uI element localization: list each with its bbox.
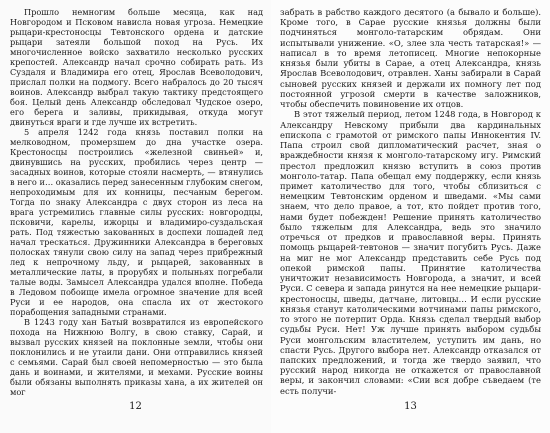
page-number-right: 13: [404, 401, 417, 412]
left-page: [0, 0, 271, 433]
right-page: [271, 0, 550, 433]
page-number-left: 12: [129, 401, 142, 412]
paragraph: Прошло немногим больше месяца, как над Новгородом и Псковом нависла новая угроза. Немецкие рыцари-крестоносцы Тевтонского ордена и датские рыцари затеяли большой поход на Русь. Их многочисленное войско захватило несколько русских крепостей. Александр начал срочно собирать рать. Из Суздаля и Владимира его отец, Ярослав Всеволодович, прислал полки на подмогу. Всего набралось до 20 тысяч воинов. Александр выбрал такую тактику предстоящего боя. Целый день Александр обследовал Чудское озеро, его берега и заливы, прикидывая, откуда могут двинуться враги и где лучше их встретить.: [10, 7, 263, 127]
left-page-text: [10, 7, 263, 397]
right-page-text: [280, 7, 541, 396]
paragraph: забрать в рабство каждого десятого (а бывало и больше). Кроме того, в Сарае русские князья должны были подчиняться монголо-татарским обрядам. Они испытывали унижение. «О, злее зла честь татарская!» — написал в то время летописец. Многие непокорные князья были убиты в Сарае, а отец Александра, князь Ярослав Всеволодович, отравлен. Ханы забирали в Сарай сыновей русских князей и держали их помногу лет под постоянной угрозой смерти в качестве заложников, чтобы обеспечить повиновение их отцов.: [280, 7, 541, 110]
paragraph: 5 апреля 1242 года князь поставил полки на мелководном, промерзшем до дна участке озера. Крестоносцы построились «железной свиньей» и, двинувшись на русских, пробились через центр — засадных воинов, которые стояли насмерть, — втянулись в него и… оказались перед занесенным глубоким снегом, непроходимым для их конницы, песчаным берегом. Тогда по знаку Александра с двух сторон из леса на врага устремились главные силы русских: новгородцы, псковичи, карелы, ижорцы и владимиро-суздальская рать. Под тяжестью закованных в доспехи лошадей лед начал трескаться. Дружинники Александра в береговых полосках тянули свою силу на запад через прибрежный лед к непрочному льду, и рыцарей, закованных в металлические латы, в прорубях и полыньях погребали талые воды. Замысел Александра удался вполне. Победа в Ледовом побоище имела огромное значение для всей Руси и ее народов, она спасла их от жестокого порабощения западными странами.: [10, 127, 263, 317]
paragraph: В 1243 году хан Батый возвратился из европейского похода на Нижнюю Волгу, в свою ставку, Сарай, и вызвал русских князей на поклонные земли, чтобы они поклонились и не утаили дани. Они отправились князей с семьями. Сарай был своей непомерностью — это была дань и воинами, и жителями, и мехами. Русские воины были обязаны выполнять приказы хана, а их жителей он мог: [10, 317, 263, 397]
paragraph: В этот тяжелый период, летом 1248 года, в Новгород к Александру Невскому прибыли два кардинальных епископа с грамотой от римского папы Иннокентия IV. Папа строил свой дипломатический расчет, зная о враждебности князя к монголо-татарскому игу. Римский престол предложил князю вступить в союз против монголо-татар. Папа обещал ему поддержку, если князь примет католичество для того, чтобы сблизиться с немецким Тевтонским орденом и шведами. «Мы сами знаем, что дело правое, а тот, кто пойдет против того, нами будет побежден! Решение принять католичество было тяжелым для Александра, ведь это значило отречься от предков и православной веры. Принять помощь рыцарей-тевтонов — значит погубить Русь. Даже на миг не мог Александр представить себе Русь под опекой римской папы. Принятие католичества уничтожит независимость Новгорода, а значит, и всей Руси. С севера и запада ринутся на нее немецкие рыцари-крестоносцы, шведы, датчане, литовцы… И если русские князья станут католическими вотчинами папы римского, то этого не потерпит Орда. Князь сделал твердый выбор судьбы Руси. Нет! Уж лучше принять выбором судьбы Руси монгольским властителем, уступить им дань, но спасти Русь. Другого выбора нет. Александр отказался от папских предложений, и тогда же твердо заявил, что русский народ никогда не откажется от православной веры, и закончил словами: «Сии вся добре съведаем (те есть получи-: [280, 109, 541, 396]
